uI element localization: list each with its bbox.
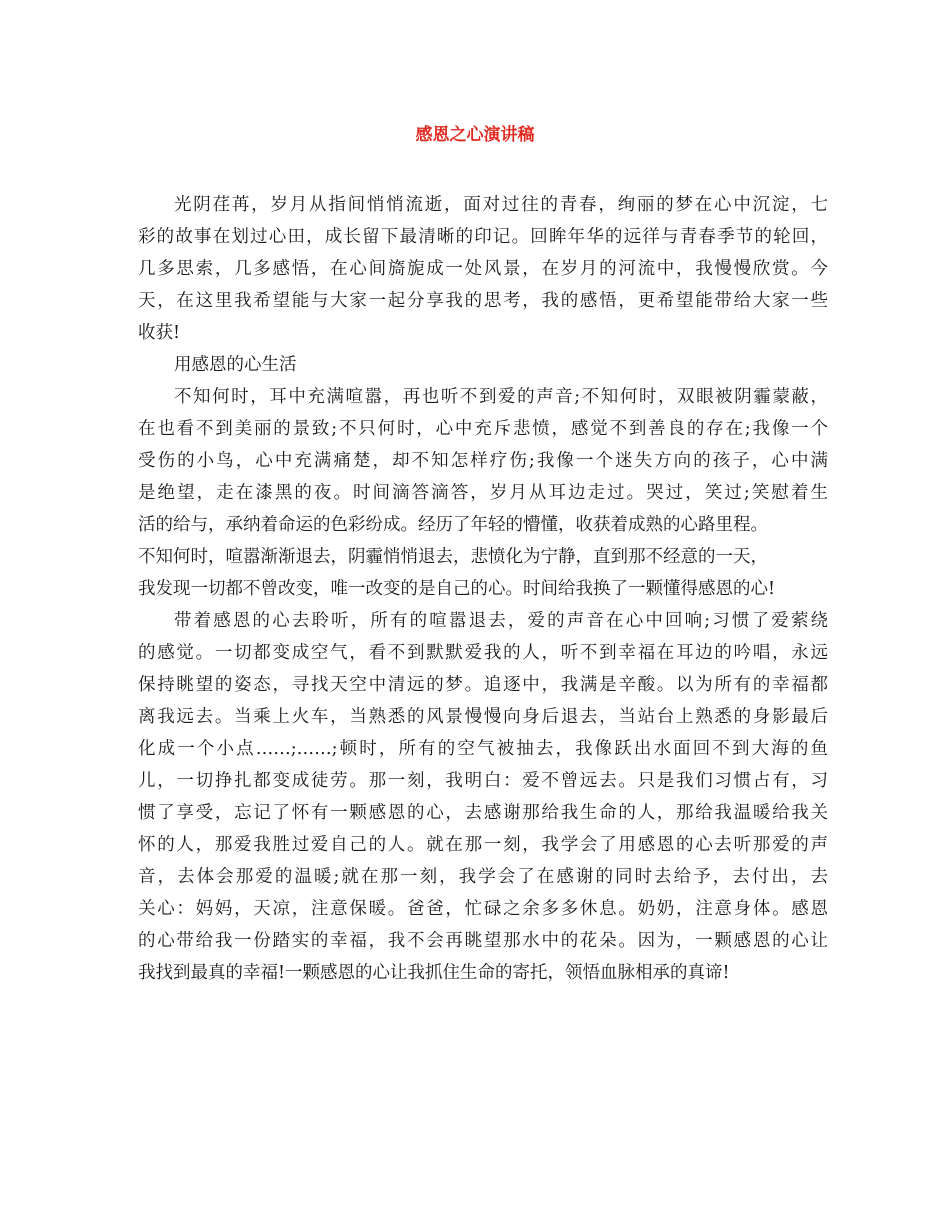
text-line: 带着感恩的心去聆听，所有的喧嚣退去，爱的声音在心中回响;习惯了爱萦绕: [174, 611, 828, 631]
text-line: 的心带给我一份踏实的幸福，我不会再眺望那水中的花朵。因为，一颗感恩的心让: [138, 931, 828, 951]
text-line: 儿，一切挣扎都变成徒劳。那一刻，我明白：爱不曾远去。只是我们习惯占有，习: [138, 771, 828, 791]
document-title: 感恩之心演讲稿: [415, 125, 535, 145]
text-line: 保持眺望的姿态，寻找天空中清远的梦。追逐中，我满是辛酸。以为所有的幸福都: [138, 675, 828, 695]
text-line: 的感觉。一切都变成空气，看不到默默爱我的人，听不到幸福在耳边的吟唱，永远: [138, 643, 828, 663]
text-line: 关心：妈妈，天凉，注意保暖。爸爸，忙碌之余多多休息。奶奶，注意身体。感恩: [138, 899, 828, 919]
text-line: 不知何时，喧嚣渐渐退去，阴霾悄悄退去，悲愤化为宁静，直到那不经意的一天，: [138, 547, 768, 567]
text-line: 化成一个小点……;……;顿时，所有的空气被抽去，我像跃出水面回不到大海的鱼: [138, 739, 828, 759]
text-line: 活的给与，承纳着命运的色彩纷成。经历了年轻的懵懂，收获着成熟的心路里程。: [138, 515, 768, 535]
document-body: [138, 189, 828, 989]
text-line: 惯了享受，忘记了怀有一颗感恩的心，去感谢那给我生命的人，那给我温暖给我关: [138, 803, 828, 823]
text-line: 光阴荏苒，岁月从指间悄悄流逝，面对过往的青春，绚丽的梦在心中沉淀，七: [174, 195, 828, 215]
text-line: 彩的故事在划过心田，成长留下最清晰的印记。回眸年华的远徉与青春季节的轮回，: [138, 227, 828, 247]
text-line: 离我远去。当乘上火车，当熟悉的风景慢慢向身后退去，当站台上熟悉的身影最后: [138, 707, 828, 727]
text-line: 我发现一切都不曾改变，唯一改变的是自己的心。时间给我换了一颗懂得感恩的心!: [138, 579, 776, 599]
text-line: 在也看不到美丽的景致;不只何时，心中充斥悲愤，感觉不到善良的存在;我像一个: [138, 419, 828, 439]
text-line: 天，在这里我希望能与大家一起分享我的思考，我的感悟，更希望能带给大家一些: [138, 291, 828, 311]
text-line: 收获!: [138, 323, 181, 343]
text-line: 受伤的小鸟，心中充满痛楚，却不知怎样疗伤;我像一个迷失方向的孩子，心中满: [138, 451, 828, 471]
text-line: 我找到最真的幸福!一颗感恩的心让我抓住生命的寄托，领悟血脉相承的真谛!: [138, 963, 730, 983]
text-line: 不知何时，耳中充满喧嚣，再也听不到爱的声音;不知何时，双眼被阴霾蒙蔽，: [174, 387, 828, 407]
text-line: 怀的人，那爱我胜过爱自己的人。就在那一刻，我学会了用感恩的心去听那爱的声: [138, 835, 828, 855]
section-heading: 用感恩的心生活: [174, 355, 297, 375]
text-line: 几多思索，几多感悟，在心间旖旎成一处风景，在岁月的河流中，我慢慢欣赏。今: [138, 259, 828, 279]
text-line: 音，去体会那爱的温暖;就在那一刻，我学会了在感谢的同时去给予，去付出，去: [138, 867, 828, 887]
text-line: 是绝望，走在漆黑的夜。时间滴答滴答，岁月从耳边走过。哭过，笑过;笑慰着生: [138, 483, 828, 503]
